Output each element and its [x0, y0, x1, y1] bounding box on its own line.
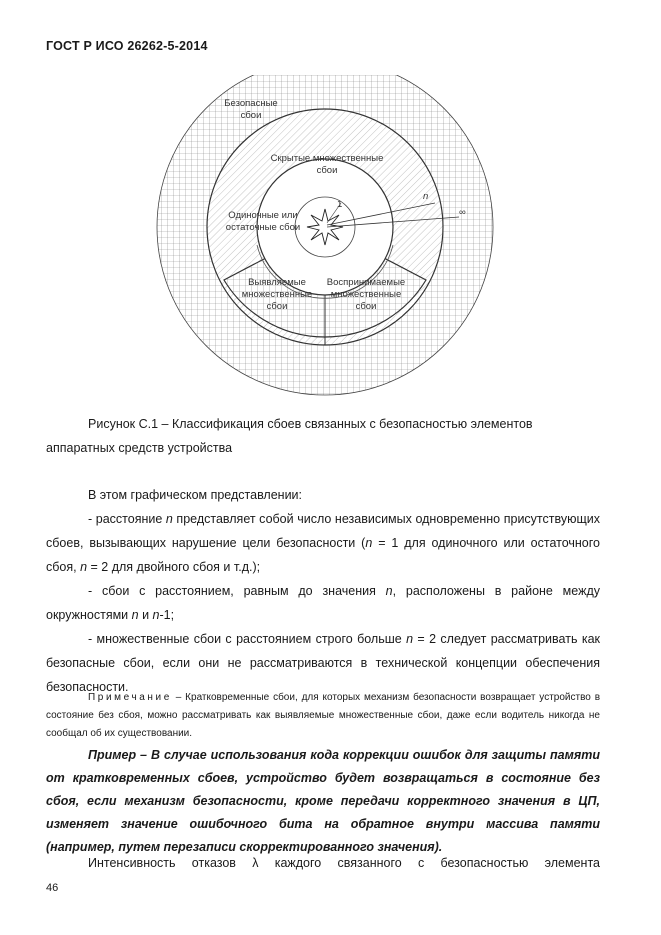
figure-caption: Рисунок С.1 – Классификация сбоев связанных с безопасностью элементов аппаратных средств устройства [46, 417, 533, 455]
failure-rate-line: Интенсивность отказов λ каждого связанного с безопасностью элемента [88, 856, 600, 870]
diagram-svg [155, 75, 495, 415]
distance-n-label: n [423, 191, 429, 202]
single-faults-label-2: остаточные сбои [225, 222, 301, 233]
single-faults-label-1: Одиночные или [228, 210, 298, 221]
hidden-faults-label-2: сбои [316, 165, 338, 176]
fault-classification-diagram [155, 75, 495, 415]
perceived-faults-label-3: сбои [355, 301, 377, 312]
list-item-region: - сбои с расстоянием, равным до значения n, расположены в районе между окружностями n и n-1; [46, 584, 600, 622]
safe-faults-label-2: сбои [240, 110, 262, 121]
detected-faults-label-1: Выявляемые [248, 277, 306, 288]
perceived-faults-label-1: Воспринимаемые [326, 277, 406, 288]
document-header: ГОСТ Р ИСО 26262-5-2014 [46, 39, 208, 53]
intro-paragraph: В этом графическом представлении: [88, 488, 303, 502]
perceived-faults-label-2: множественные [330, 289, 402, 300]
safe-faults-label-1: Безопасные [224, 98, 278, 109]
distance-infinity-label: ∞ [459, 207, 466, 218]
list-item-distance: - расстояние n представляет собой число независимых одновременно присутствующих сбоев, вызывающих нарушение цели безопасности (n = 1 для одиночного или остаточного сбоя, n = 2 для двойного сбоя и т.д.); [46, 512, 600, 574]
page-number: 46 [46, 882, 59, 894]
distance-1-label: 1 [337, 199, 343, 210]
note-paragraph: Примечание – Кратковременные сбои, для которых механизм безопасности возвращает устройство в состояние без сбоя, можно рассматривать как выявляемые множественные сбои, даже если водитель никогда не сообщал об их существовании. [46, 692, 600, 739]
note-label: Примечание [88, 692, 172, 703]
example-paragraph: Пример – В случае использования кода коррекции ошибок для защиты памяти от кратковременных сбоев, устройство будет возвращаться в состояние без сбоя, если механизм безопасности, кроме передачи корректного значения в ЦП, изменяет значение ошибочного бита на обратное внутри массива памяти (например, путем перезаписи скорректированного значения). [46, 748, 600, 854]
hidden-faults-label-1: Скрытые множественные [270, 153, 384, 164]
detected-faults-label-3: сбои [266, 301, 288, 312]
list-item-multiple: - множественные сбои с расстоянием строго больше n = 2 следует рассматривать как безопасные сбои, если они не рассматриваются в технической концепции обеспечения безопасности. [46, 632, 600, 694]
detected-faults-label-2: множественные [241, 289, 313, 300]
example-label: Пример – [88, 748, 151, 762]
